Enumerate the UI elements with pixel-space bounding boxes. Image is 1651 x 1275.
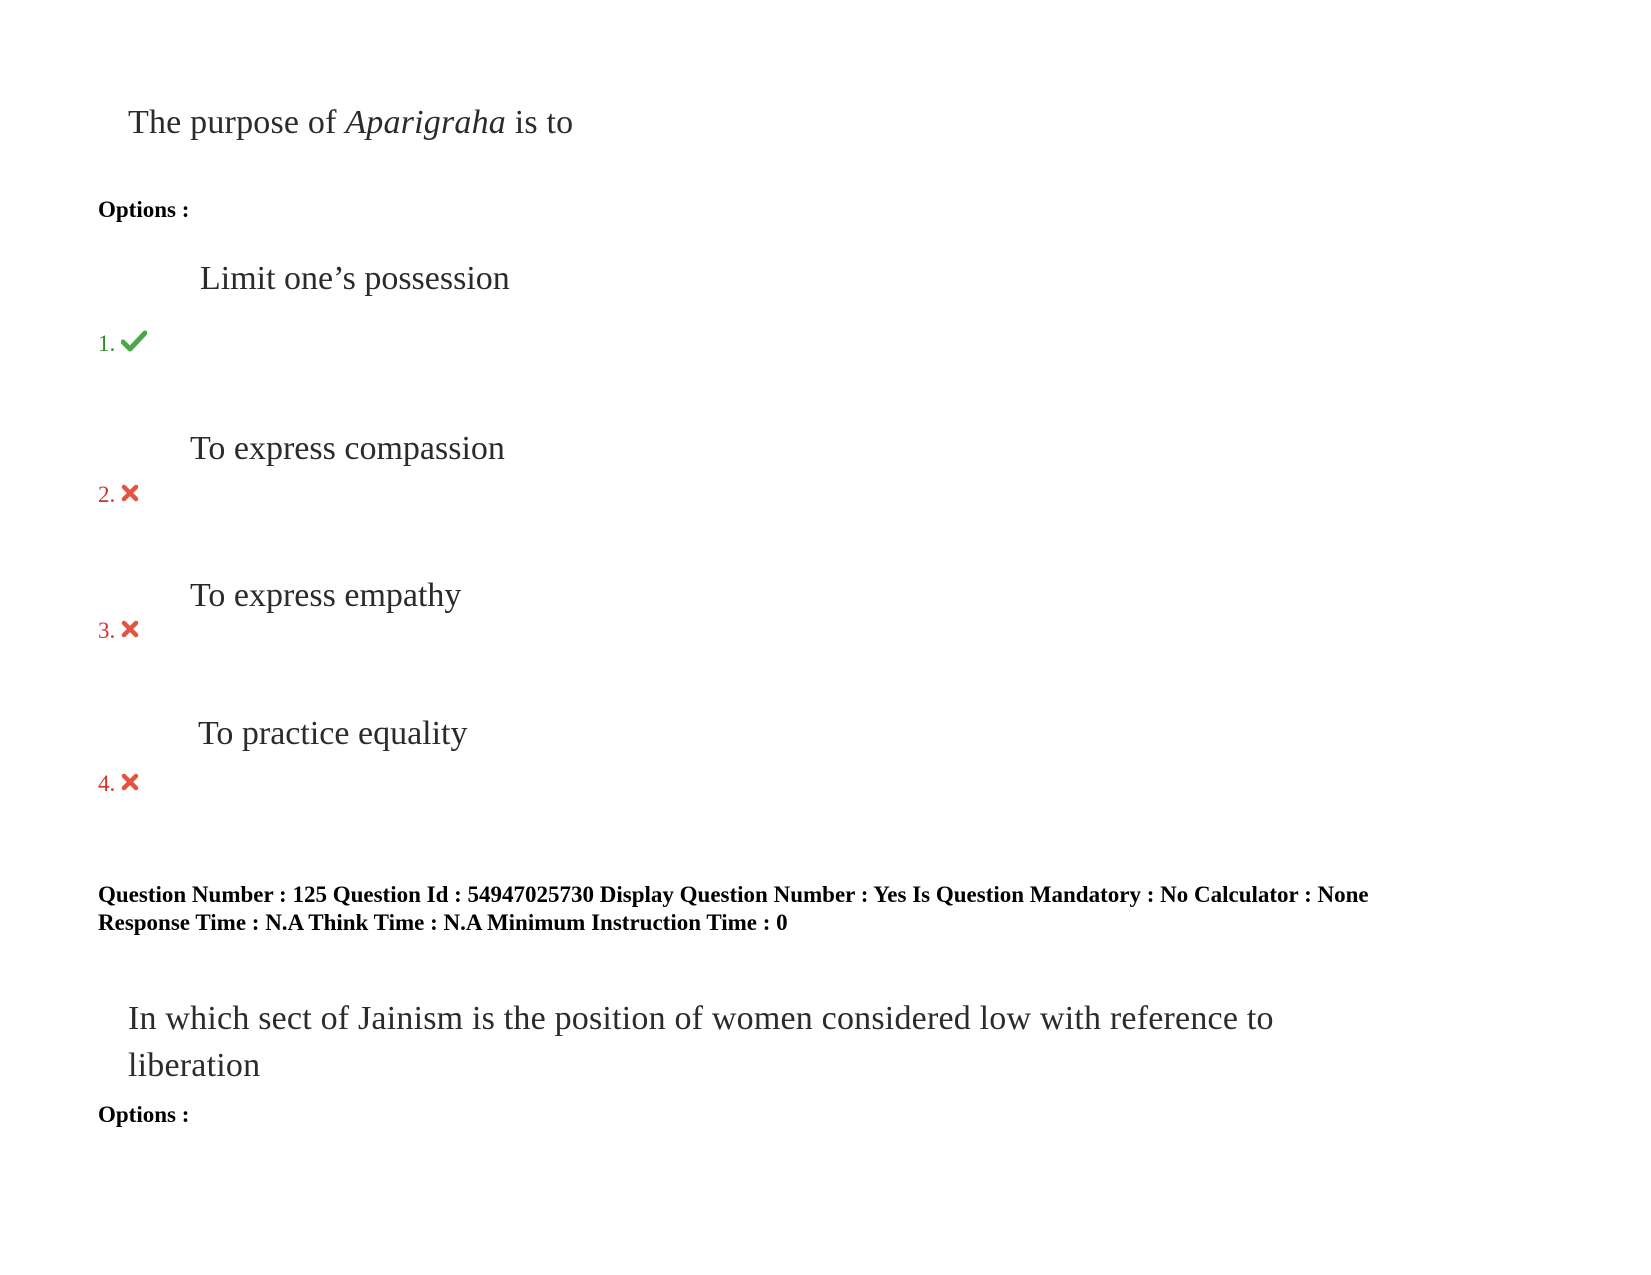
option-2-text: To express compassion bbox=[190, 430, 505, 467]
question-2-text bbox=[128, 995, 1274, 1089]
check-icon bbox=[121, 330, 147, 358]
question-meta bbox=[98, 881, 1369, 937]
option-3-number: 3. bbox=[98, 618, 116, 643]
option-1-text: Limit one’s possession bbox=[200, 260, 510, 297]
question-meta-line-2: Response Time : N.A Think Time : N.A Minimum Instruction Time : 0 bbox=[98, 910, 788, 935]
options-label-2: Options : bbox=[98, 1102, 190, 1127]
question-text bbox=[128, 104, 573, 142]
cross-icon bbox=[121, 618, 139, 644]
options-label: Options : bbox=[98, 197, 190, 222]
option-4-text: To practice equality bbox=[198, 715, 468, 752]
option-2 bbox=[98, 482, 139, 508]
question-2-line-1: In which sect of Jainism is the position of women considered low with reference to bbox=[128, 1000, 1274, 1037]
cross-icon bbox=[121, 482, 139, 508]
option-2-number: 2. bbox=[98, 482, 116, 507]
option-1 bbox=[98, 330, 147, 358]
question-text-italic: Aparigraha bbox=[345, 104, 507, 141]
option-4 bbox=[98, 771, 139, 797]
question-text-before: The purpose of bbox=[128, 104, 346, 141]
cross-icon bbox=[121, 771, 139, 797]
option-3-text: To express empathy bbox=[190, 577, 462, 614]
option-1-number: 1. bbox=[98, 331, 116, 356]
question-meta-line-1: Question Number : 125 Question Id : 54947025730 Display Question Number : Yes Is Question Mandatory : No Calculator : None bbox=[98, 882, 1369, 907]
question-text-after: is to bbox=[506, 104, 574, 141]
option-3 bbox=[98, 618, 139, 644]
question-2-line-2: liberation bbox=[128, 1047, 261, 1084]
option-4-number: 4. bbox=[98, 771, 116, 796]
